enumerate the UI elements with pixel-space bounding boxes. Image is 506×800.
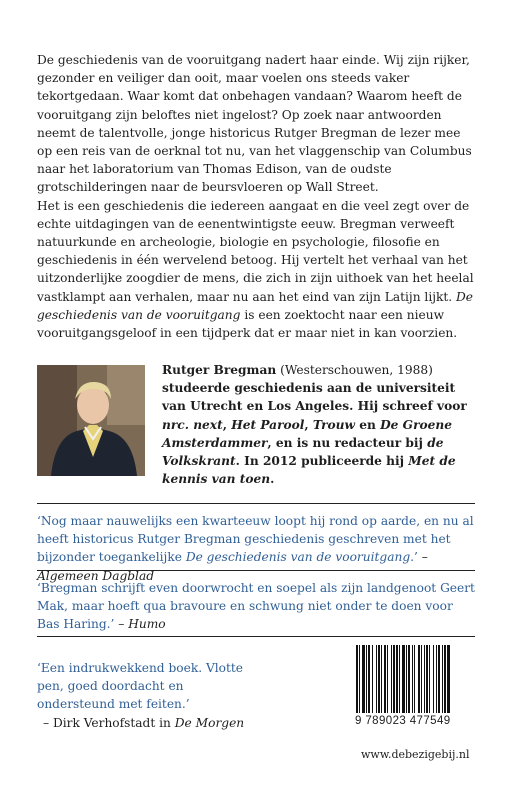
review-quote-1: ‘Nog maar nauwelijks een kwarteeuw loopt hij rond op aarde, en nu al heeft historicus Rutger Bregman geschiedenis geschreven met het bijzonder toegankelijke De geschiedenis van de vooruitgang.’ – Algemeen Dagblad bbox=[37, 514, 474, 583]
blurb-paragraph-2: Het is een geschiedenis die iedereen aangaat en die veel zegt over de echte uitdagingen van de eenentwintigste eeuw. Bregman verweeft natuurkunde en archeologie, biologie en psychologie, filosofie en geschiedenis in één wervelend betoog. Hij vertelt het verhaal van het uitzonderlijke zoogdier de mens, die zich in zijn uithoek van het heelal vastklampt aan verhalen, maar nu aan het eind van zijn Latijn lijkt. De geschiedenis van de vooruitgang is een zoektocht naar een nieuw vooruitgangsgeloof in een tijdperk dat er maar niet in kan voorzien. bbox=[37, 198, 474, 341]
isbn-number: 9 789023 477549 bbox=[353, 715, 479, 727]
author-bio: Rutger Bregman (Westerschouwen, 1988) studeerde geschiedenis aan de universiteit van Utrecht en Los Angeles. Hij schreef voor nrc. next, Het Parool, Trouw en De Groene Amsterdammer, en is nu redacteur bij de Volkskrant. In 2012 publiceerde hij Met de kennis van toen. bbox=[162, 363, 467, 487]
review-source: Algemeen Dagblad bbox=[37, 568, 155, 583]
author-photo bbox=[37, 365, 145, 476]
review-source: De Morgen bbox=[174, 715, 245, 730]
divider bbox=[37, 503, 475, 504]
book-title: De geschiedenis van de vooruitgang bbox=[37, 289, 474, 322]
blurb-paragraph-1: De geschiedenis van de vooruitgang nadert haar einde. Wij zijn rijker, gezonder en veiliger dan ooit, maar voelen ons steeds vaker tekortgedaan. Waar komt dat onbehagen vandaan? Waarom heeft de vooruitgang zijn beloftes niet ingelost? Op zoek naar antwoorden neemt de talentvolle, jonge historicus Rutger Bregman de lezer mee op een reis van de oerknal tot nu, van het vlaggenschip van Columbus naar het laboratorium van Thomas Edison, van de oudste grotschilderingen naar de beursvloeren op Wall Street. bbox=[37, 53, 472, 195]
review-source: Humo bbox=[128, 617, 166, 632]
divider bbox=[37, 636, 475, 637]
portrait-photo-icon bbox=[37, 365, 145, 476]
previous-book-title: Met de kennis van toen bbox=[162, 454, 456, 487]
publisher-website: www.debezigebij.nl bbox=[361, 748, 470, 761]
review-quote-3: ‘Een indrukwekkend boek. Vlotte pen, goed doordacht en ondersteund met feiten.’ – Dirk Verhofstadt in De Morgen bbox=[37, 659, 262, 732]
divider bbox=[37, 570, 475, 571]
author-name: Rutger Bregman bbox=[162, 363, 277, 377]
blurb bbox=[37, 51, 477, 342]
review-attribution: – Dirk Verhofstadt in De Morgen bbox=[43, 715, 245, 730]
review-quote-2: ‘Bregman schrijft even doorwrocht en soepel als zijn landgenoot Geert Mak, maar hoeft qua bravoure en schwung niet onder te doen voor Bas Haring.’ – Humo bbox=[37, 581, 475, 632]
barcode-icon bbox=[354, 645, 475, 713]
